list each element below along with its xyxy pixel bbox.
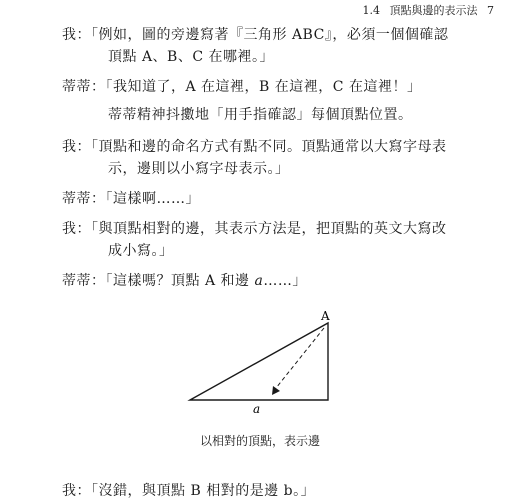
speaker: 我： [62, 483, 91, 499]
dialogue-line [62, 480, 315, 502]
speaker: 蒂蒂： [62, 79, 106, 95]
speaker: 蒂蒂： [62, 191, 106, 207]
dialogue-text: 「頂點和邊的命名方式有點不同。頂點通常以大寫字母表 [91, 139, 447, 155]
narration-text: 蒂蒂精神抖擻地「用手指確認」每個頂點位置。 [108, 107, 413, 123]
edge-a-label: a [254, 273, 264, 289]
page-number: 7 [487, 4, 494, 17]
dialogue-tail: ……」 [263, 273, 307, 289]
dashed-arrow [272, 328, 324, 393]
dialogue-text: 「沒錯，與頂點 B 相對的是邊 b。」 [91, 483, 316, 499]
section-title: 頂點與邊的表示法 [389, 4, 478, 17]
dialogue-text: 示，邊則以小寫字母表示。」 [108, 161, 290, 177]
edge-label-a: a [253, 402, 261, 416]
section-number: 1.4 [362, 4, 380, 17]
figure-caption: 以相對的頂點，表示邊 [199, 434, 320, 448]
vertex-label-a: A [321, 309, 330, 323]
dialogue-text: 「這樣啊……」 [105, 191, 200, 207]
dialogue-text: 「我知道了，A 在這裡，B 在這裡，C 在這裡！」 [105, 79, 422, 95]
triangle [190, 323, 328, 400]
speaker: 我： [62, 221, 91, 237]
dialogue-text: 頂點 A、B、C 在哪裡。」 [108, 49, 275, 65]
speaker: 蒂蒂： [62, 273, 106, 289]
speaker: 我： [62, 139, 91, 155]
arrow-head-icon [272, 386, 280, 395]
dialogue-text: 成小寫。」 [108, 243, 174, 259]
speaker: 我： [62, 27, 91, 43]
dialogue-text: 「例如，圖的旁邊寫著『三角形 ABC』，必須一個個確認 [91, 27, 449, 43]
dialogue-text: 「這樣嗎？頂點 A 和邊 [105, 273, 255, 289]
dialogue-text: 「與頂點相對的邊，其表示方法是，把頂點的英文大寫改 [91, 221, 447, 237]
